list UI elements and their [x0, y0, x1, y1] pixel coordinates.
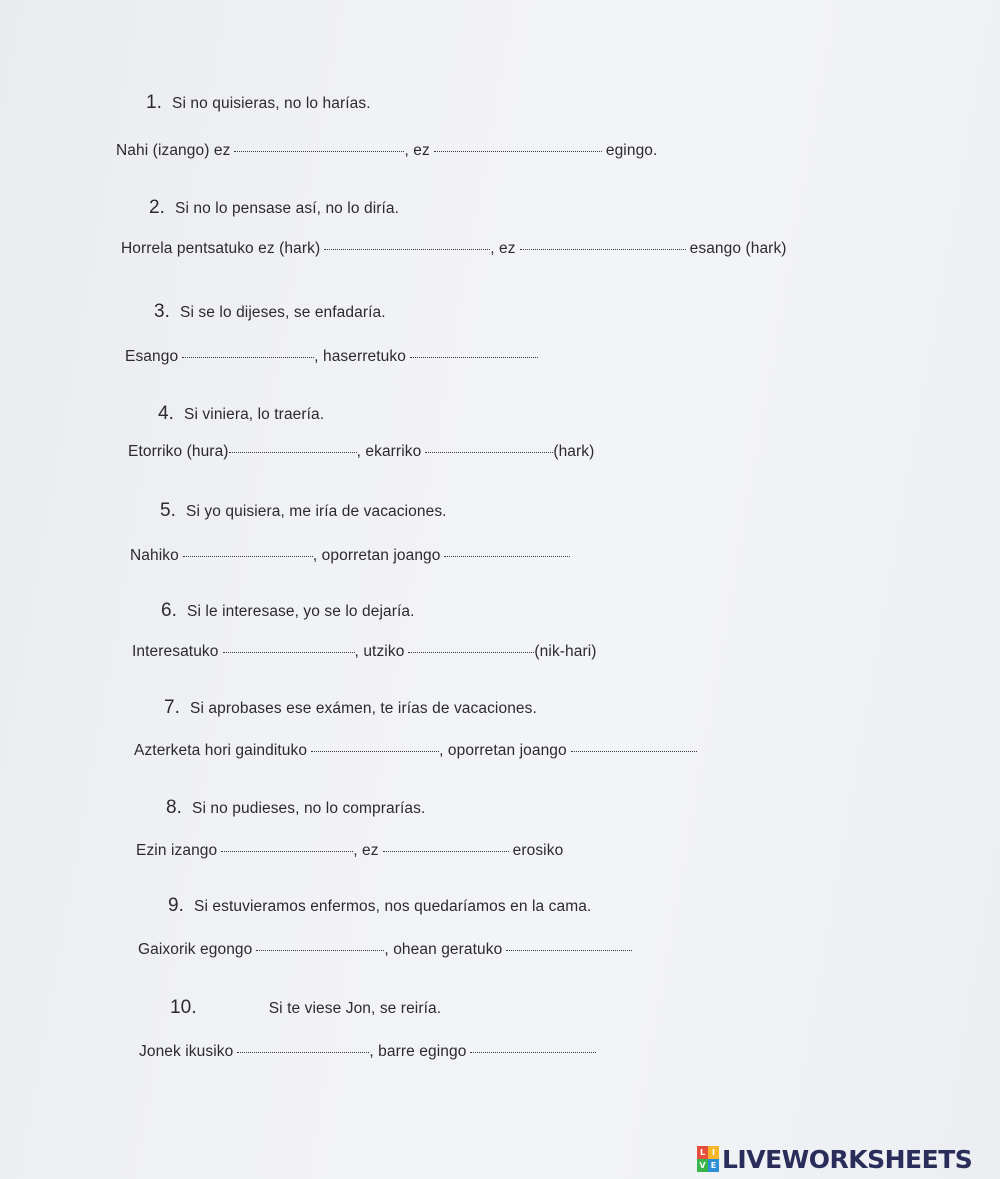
answer-text: Ezin izango — [136, 842, 218, 859]
answer-text: , ohean geratuko — [384, 941, 503, 958]
blank-1[interactable] — [237, 1051, 369, 1053]
blank-1[interactable] — [311, 750, 439, 752]
blank-1[interactable] — [221, 850, 353, 852]
exercise-10-sentence — [170, 997, 441, 1019]
exercise-number: 5. — [160, 500, 177, 521]
answer-text: Interesatuko — [132, 643, 219, 660]
blank-2[interactable] — [410, 356, 538, 358]
spanish-sentence: Si yo quisiera, me iría de vacaciones. — [186, 503, 447, 520]
exercise-6-sentence — [161, 600, 415, 622]
logo-mark-v: V — [697, 1159, 708, 1172]
answer-text: , ekarriko — [356, 443, 422, 460]
exercise-7-answer — [134, 742, 697, 760]
answer-text: , ez — [490, 240, 516, 257]
exercise-3-sentence — [154, 301, 386, 323]
blank-2[interactable] — [470, 1051, 596, 1053]
exercise-number: 9. — [168, 895, 185, 916]
logo-mark-i: I — [708, 1146, 719, 1159]
spanish-sentence: Si se lo dijeses, se enfadaría. — [180, 304, 386, 321]
blank-1[interactable] — [183, 555, 313, 557]
answer-text: , barre egingo — [369, 1043, 467, 1060]
blank-1[interactable] — [234, 150, 404, 152]
answer-text: Horrela pentsatuko ez (hark) — [121, 240, 321, 257]
logo-text: LIVEWORKSHEETS — [722, 1144, 973, 1174]
exercise-1-answer — [116, 142, 657, 160]
spanish-sentence: Si no pudieses, no lo comprarías. — [192, 800, 426, 817]
exercise-8-answer — [136, 842, 563, 860]
exercise-5-sentence — [160, 500, 447, 522]
answer-text: Azterketa hori gaindituko — [134, 742, 308, 759]
exercise-4-answer — [128, 443, 594, 461]
blank-1[interactable] — [182, 356, 314, 358]
answer-text: , oporretan joango — [439, 742, 567, 759]
blank-2[interactable] — [520, 248, 686, 250]
exercise-9-answer — [138, 941, 632, 959]
exercise-9-sentence — [168, 895, 591, 917]
answer-text: , oporretan joango — [312, 547, 441, 564]
exercise-number: 4. — [158, 403, 175, 424]
answer-text: egingo. — [605, 142, 658, 159]
answer-text: Etorriko (hura) — [128, 443, 229, 460]
answer-text: (nik-hari) — [534, 643, 597, 660]
blank-2[interactable] — [571, 750, 697, 752]
answer-text: Gaixorik egongo — [138, 941, 253, 958]
blank-1[interactable] — [223, 651, 355, 653]
spanish-sentence: Si aprobases ese exámen, te irías de vacaciones. — [190, 700, 537, 717]
answer-text: , ez — [404, 142, 430, 159]
exercise-2-answer — [121, 240, 787, 258]
logo-mark-e: E — [708, 1159, 719, 1172]
blank-2[interactable] — [383, 850, 509, 852]
answer-text: Nahiko — [130, 547, 179, 564]
spanish-sentence: Si no quisieras, no lo harías. — [172, 95, 371, 112]
logo-mark-l: L — [697, 1146, 708, 1159]
blank-1[interactable] — [256, 949, 384, 951]
spanish-sentence: Si te viese Jon, se reiría. — [268, 1000, 442, 1017]
exercise-10-answer — [139, 1043, 596, 1061]
exercise-number: 2. — [149, 197, 166, 218]
answer-text: , haserretuko — [314, 348, 406, 365]
blank-1[interactable] — [229, 451, 357, 453]
exercise-number: 6. — [161, 600, 178, 621]
blank-2[interactable] — [408, 651, 534, 653]
spanish-sentence: Si estuvieramos enfermos, nos quedaríamos en la cama. — [194, 898, 592, 915]
exercise-number: 3. — [154, 301, 171, 322]
exercise-5-answer — [130, 547, 570, 565]
spanish-sentence: Si no lo pensase así, no lo diría. — [175, 200, 400, 217]
answer-text: erosiko — [512, 842, 564, 859]
liveworksheets-mark-icon — [697, 1146, 719, 1172]
liveworksheets-logo — [697, 1143, 972, 1175]
blank-1[interactable] — [324, 248, 490, 250]
blank-2[interactable] — [444, 555, 570, 557]
exercise-3-answer — [125, 348, 538, 366]
exercise-number: 1. — [146, 92, 163, 113]
answer-text: Esango — [125, 348, 179, 365]
blank-2[interactable] — [506, 949, 632, 951]
answer-text: Nahi (izango) ez — [116, 142, 231, 159]
blank-2[interactable] — [425, 451, 553, 453]
answer-text: (hark) — [553, 443, 595, 460]
spanish-sentence: Si le interesase, yo se lo dejaría. — [187, 603, 415, 620]
blank-2[interactable] — [434, 150, 602, 152]
exercise-7-sentence — [164, 697, 537, 719]
exercise-1-sentence — [146, 92, 371, 114]
answer-text: , ez — [353, 842, 379, 859]
exercise-number: 10. — [170, 997, 197, 1018]
spanish-sentence: Si viniera, lo traería. — [184, 406, 325, 423]
exercise-6-answer — [132, 643, 597, 661]
answer-text: , utziko — [354, 643, 405, 660]
exercise-number: 7. — [164, 697, 181, 718]
answer-text: Jonek ikusiko — [139, 1043, 234, 1060]
answer-text: esango (hark) — [689, 240, 787, 257]
exercise-8-sentence — [166, 797, 425, 819]
exercise-number: 8. — [166, 797, 183, 818]
exercise-2-sentence — [149, 197, 399, 219]
exercise-4-sentence — [158, 403, 324, 425]
